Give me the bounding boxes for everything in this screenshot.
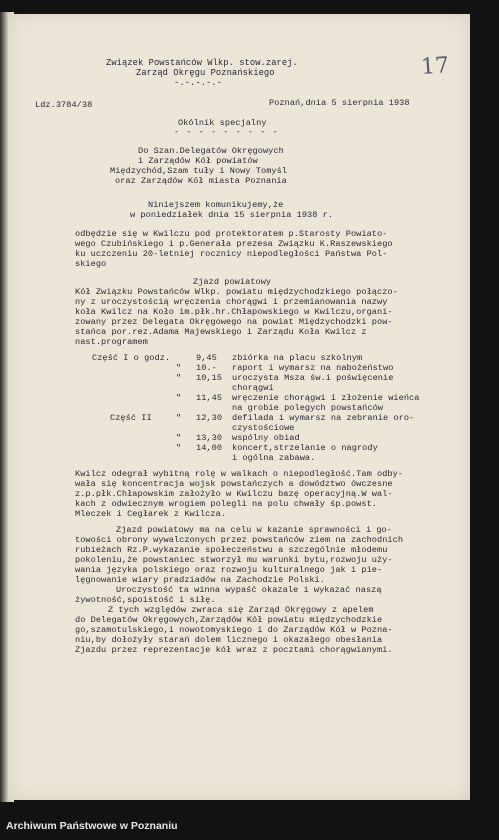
program-text: i ogólna zabawa. <box>232 453 316 463</box>
reference-number: Ldz.3784/38 <box>35 100 93 110</box>
program-text: zbiórka na placu szkolnym <box>232 353 363 363</box>
closing-line: wała się koncentracja wojsk powstańczych a dowództwo ówczesne <box>75 479 393 489</box>
program-text: chorągwi <box>232 383 274 393</box>
program-time: 9,45 <box>196 353 217 363</box>
header-line-1: Związek Powstańców Wlkp. stow.zarej. <box>106 58 298 68</box>
place-date: Poznań,dnia 5 sierpnia 1938 <box>269 98 410 108</box>
closing-line: Kwilcz odegrał wybitną rolę w walkach o niepodległość.Tam odby- <box>75 469 404 479</box>
closing-line: rubieżach Rz.P.wykazanie społeczeństwu a szczególnie młodemu <box>75 545 388 555</box>
program-part-1-label: Część I o godz. <box>92 353 171 363</box>
intro-line-1: Niniejszem komunikujemy,że <box>148 200 284 210</box>
addressee-line-1: Do Szan.Delegatów Okręgowych <box>138 146 284 156</box>
body-line-4: skiego <box>75 259 107 269</box>
addressee-line-2: i Zarządów Kół powiatów <box>138 156 258 166</box>
title: Okólnik specjalny <box>178 118 267 128</box>
program-text: wręczenie chorągwi i złożenie wieńca <box>232 393 420 403</box>
closing-line: żywotność,spoistość i siłę. <box>75 595 216 605</box>
document-sheet <box>8 14 470 800</box>
closing-line: towości obrony wywalczonych przez powstańców ziem na zachodnich <box>75 535 404 545</box>
program-text: uroczysta Msza św.i poświęcenie <box>232 373 394 383</box>
program-time: 13,30 <box>196 433 223 443</box>
zjazd-line-5: stańca por.rez.Adama Majewskiego i Zarządu Koła Kwilcz z <box>75 327 367 337</box>
closing-line: kach z odwiecznym wrogiem polegli na polu chwały śp.powst. <box>75 499 378 509</box>
program-mark: " <box>176 393 182 403</box>
program-text: raport i wymarsz na nabożeństwo <box>232 363 394 373</box>
program-time: 12,30 <box>196 413 223 423</box>
archive-name: Archiwum Państwowe w Poznaniu <box>6 820 178 832</box>
zjazd-line-3: koła Kwilcz na Koło im.płk.hr.Chłapowskiego w Kwilczu,organi- <box>75 307 393 317</box>
program-text: czystościowe <box>232 423 295 433</box>
body-line-2: wego Czubińskiego i p.Generała prezesa Związku K.Raszewskiego <box>75 239 393 249</box>
program-mark: " <box>176 413 182 423</box>
program-text: koncert,strzelanie o nagrody <box>232 443 378 453</box>
closing-line: do Delegatów Okręgowych,Zarządów Kół powiatu międzychodzkie <box>75 615 383 625</box>
closing-line: Mleczek i Cegłarek z Kwilcza. <box>75 509 227 519</box>
program-text: defilada i wymarsz na zebranie oro- <box>232 413 415 423</box>
program-time: 10,15 <box>196 373 223 383</box>
program-time: 10.- <box>196 363 217 373</box>
archive-footer <box>0 808 499 840</box>
zjazd-line-2: ny z uroczystością wręczenia chorągwi i przemianowania nazwy <box>75 297 388 307</box>
closing-line: niu,by dołożyły starań dolem licznego i okazałego obesłania <box>75 635 383 645</box>
program-part-2-label: Część II <box>110 413 152 423</box>
header-line-2: Zarząd Okręgu Poznańskiego <box>136 68 275 78</box>
body-line-3: ku uczczeniu 20-letniej rocznicy niepodległości Państwa Pol- <box>75 249 388 259</box>
closing-line: Uroczystość ta winna wypaść okazale i wykazać naszą <box>116 585 382 595</box>
addressee-line-3: Międzychód,Szam tuły i Nowy Tomyśl <box>110 166 288 176</box>
program-mark: " <box>176 363 182 373</box>
closing-line: z.p.płk.Chłapowskim założyło w Kwilczu bazę operacyjną.W wal- <box>75 489 393 499</box>
body-line-1: odbędzie się w Kwilczu pod protektoratem p.Starosty Powiato- <box>75 229 388 239</box>
program-mark: " <box>176 433 182 443</box>
zjazd-line-1: Kół Związku Powstańców Wlkp. powiatu międzychodzkiego połączo- <box>75 287 398 297</box>
zjazd-line-6: nast.programem <box>75 337 148 347</box>
program-mark: " <box>176 373 182 383</box>
program-time: 14,00 <box>196 443 223 453</box>
header-line-3: -.-.-.-.- <box>174 78 222 88</box>
addressee-line-4: oraz Zarządów Kół miasta Poznania <box>115 176 287 186</box>
intro-line-2: w poniedziałek dnia 15 sierpnia 1938 r. <box>130 210 334 220</box>
closing-line: Zjazd powiatowy ma na celu w kazanie sprawności i go- <box>116 525 392 535</box>
closing-line: wania języka polskiego oraz rozwoju kulturalnego jak i pie- <box>75 565 383 575</box>
closing-line: lęgnowanie wiary pradziadów na Zachodzie Polski. <box>75 575 325 585</box>
closing-line: Z tych względów zwraca się Zarząd Okręgowy z apelem <box>108 605 374 615</box>
program-text: wspólny obiad <box>232 433 300 443</box>
handwritten-number: 17 <box>420 53 450 80</box>
closing-line: Zjazdu przez reprezentacje kół wraz z pocztami chorągwianymi. <box>75 645 393 655</box>
title-underline: - - - - - - - - - <box>174 127 279 137</box>
program-mark: " <box>176 443 182 453</box>
zjazd-title: Zjazd powiatowy <box>193 277 272 287</box>
closing-line: go,szamotulskiego,i nowotomyskiego i do Zarządów Kół w Pozna- <box>75 625 393 635</box>
program-text: na grobie polegych powstańców <box>232 403 384 413</box>
closing-line: pokoleniu,że powstaniec stworzył mu warunki bytu,rozwoju uży- <box>75 555 393 565</box>
zjazd-line-4: zowany przez Delegata Okręgowego na powiat Międzychodzki pow- <box>75 317 393 327</box>
program-time: 11,45 <box>196 393 223 403</box>
